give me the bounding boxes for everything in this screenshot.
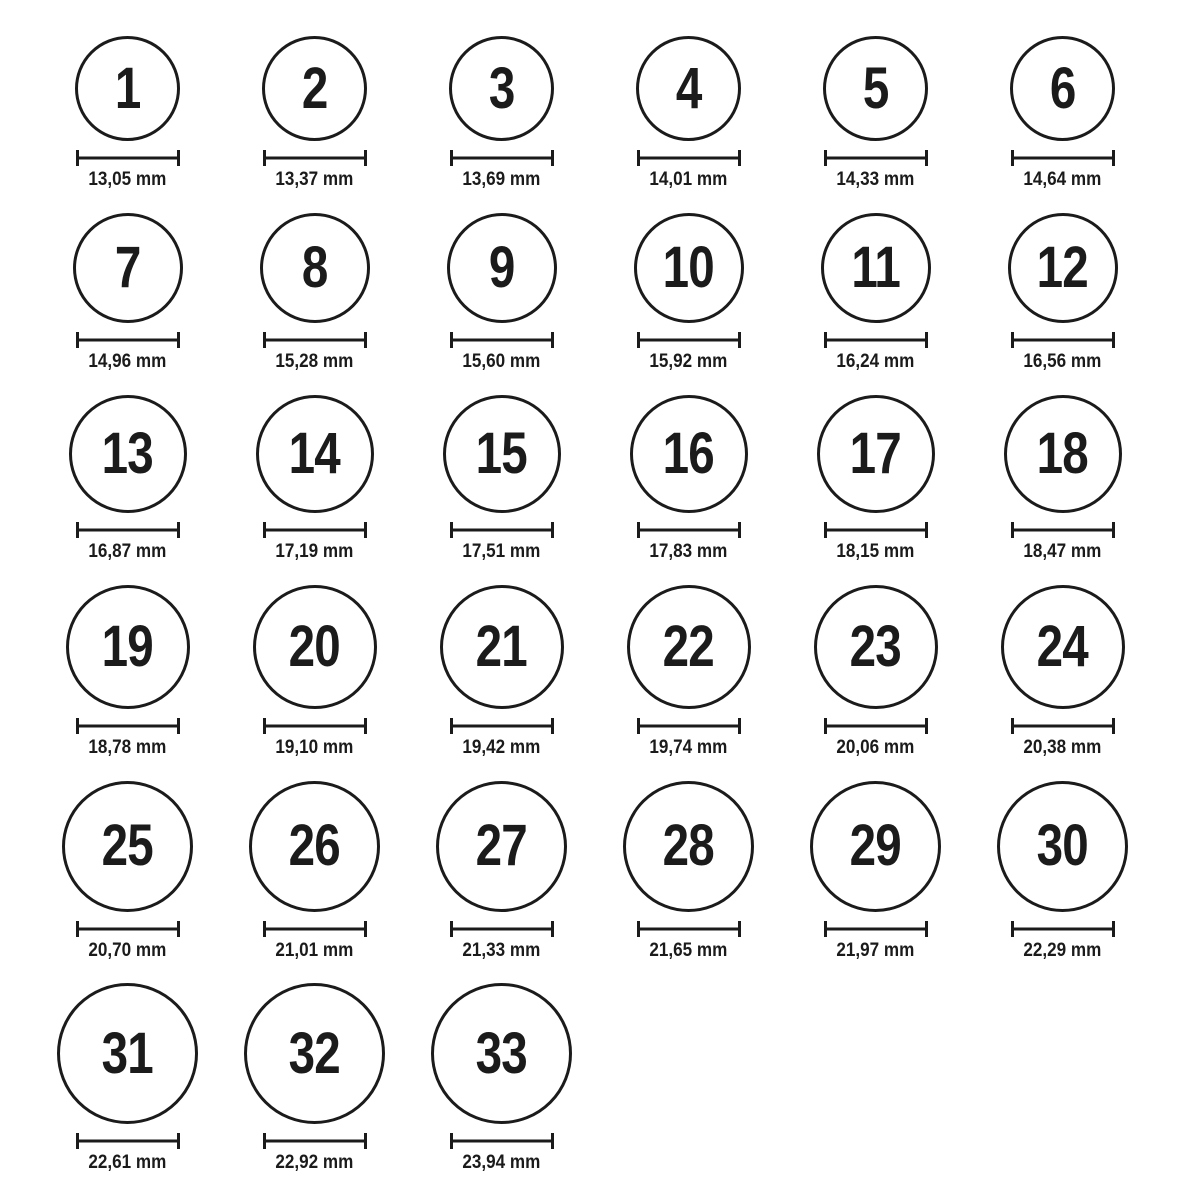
ring-circle: [623, 781, 754, 912]
ring-size-number: 22: [662, 613, 715, 679]
diameter-measure-line: [824, 150, 928, 166]
ring-size-item: [69, 395, 187, 585]
ring-size-item: [810, 781, 941, 984]
ring-size-item: [630, 395, 748, 585]
ring-size-item: [440, 585, 564, 781]
measure-bar: [824, 528, 928, 531]
ring-size-number: 17: [849, 420, 902, 486]
ring-size-item: [244, 983, 385, 1196]
ring-size-number: 30: [1036, 813, 1089, 879]
ring-circle: [57, 983, 198, 1124]
diameter-measure-line: [824, 522, 928, 538]
ring-circle: [997, 781, 1128, 912]
ring-size-number: 24: [1036, 613, 1089, 679]
ring-size-number: 27: [475, 813, 528, 879]
ring-size-number: 3: [488, 55, 515, 121]
ring-size-chart: [34, 36, 1156, 1196]
measure-bar: [637, 927, 741, 930]
measure-bar: [450, 338, 554, 341]
ring-diameter-label: 19,42 mm: [462, 736, 541, 758]
measure-bar: [76, 157, 180, 160]
ring-circle: [814, 585, 938, 709]
ring-diameter-label: 14,33 mm: [836, 169, 915, 190]
ring-circle: [260, 213, 370, 323]
measure-bar: [450, 528, 554, 531]
ring-size-item: [57, 983, 198, 1196]
ring-size-item: [814, 585, 938, 781]
ring-diameter-label: 16,56 mm: [1023, 350, 1102, 372]
measure-bar: [824, 338, 928, 341]
ring-size-number: 32: [288, 1020, 341, 1086]
ring-diameter-label: 20,70 mm: [88, 939, 167, 961]
diameter-measure-line: [263, 718, 367, 734]
ring-diameter-label: 14,64 mm: [1023, 169, 1102, 190]
ring-size-number: 25: [101, 813, 154, 879]
measure-bar: [76, 927, 180, 930]
ring-size-number: 5: [862, 55, 889, 121]
ring-diameter-label: 14,01 mm: [649, 169, 728, 190]
ring-circle: [636, 36, 741, 141]
ring-size-number: 23: [849, 613, 902, 679]
measure-bar: [263, 1140, 367, 1143]
ring-size-number: 9: [488, 234, 515, 300]
ring-size-number: 12: [1036, 234, 1089, 300]
ring-diameter-label: 21,65 mm: [649, 939, 728, 961]
ring-diameter-label: 17,51 mm: [462, 540, 541, 562]
measure-bar: [824, 724, 928, 727]
ring-diameter-label: 21,97 mm: [836, 939, 915, 961]
ring-diameter-label: 15,60 mm: [462, 350, 541, 372]
diameter-measure-line: [824, 921, 928, 937]
ring-circle: [1001, 585, 1125, 709]
ring-circle: [823, 36, 928, 141]
measure-bar: [1011, 157, 1115, 160]
diameter-measure-line: [76, 921, 180, 937]
ring-size-number: 19: [101, 613, 154, 679]
ring-circle: [431, 983, 572, 1124]
measure-bar: [824, 927, 928, 930]
measure-bar: [450, 1140, 554, 1143]
ring-diameter-label: 16,24 mm: [836, 350, 915, 372]
ring-size-item: [73, 213, 183, 395]
ring-diameter-label: 15,92 mm: [649, 350, 728, 372]
ring-size-item: [627, 585, 751, 781]
ring-size-number: 29: [849, 813, 902, 879]
ring-size-number: 14: [288, 420, 341, 486]
measure-bar: [76, 724, 180, 727]
diameter-measure-line: [637, 921, 741, 937]
ring-circle: [443, 395, 561, 513]
ring-diameter-label: 15,28 mm: [275, 350, 354, 372]
ring-size-number: 8: [301, 234, 328, 300]
ring-diameter-label: 17,83 mm: [649, 540, 728, 562]
ring-diameter-label: 18,47 mm: [1023, 540, 1102, 562]
ring-circle: [440, 585, 564, 709]
ring-circle: [810, 781, 941, 912]
ring-circle: [436, 781, 567, 912]
ring-circle: [256, 395, 374, 513]
ring-size-number: 33: [475, 1020, 528, 1086]
ring-size-item: [821, 213, 931, 395]
ring-size-item: [1004, 395, 1122, 585]
diameter-measure-line: [263, 150, 367, 166]
diameter-measure-line: [637, 332, 741, 348]
ring-circle: [1004, 395, 1122, 513]
ring-diameter-label: 19,10 mm: [275, 736, 354, 758]
measure-bar: [263, 724, 367, 727]
ring-size-item: [823, 36, 928, 213]
diameter-measure-line: [76, 150, 180, 166]
ring-circle: [821, 213, 931, 323]
ring-circle: [262, 36, 367, 141]
ring-size-number: 21: [475, 613, 528, 679]
ring-circle: [66, 585, 190, 709]
ring-size-item: [1010, 36, 1115, 213]
measure-bar: [76, 338, 180, 341]
ring-size-number: 26: [288, 813, 341, 879]
ring-diameter-label: 22,61 mm: [88, 1152, 167, 1174]
ring-size-item: [634, 213, 744, 395]
ring-size-item: [436, 781, 567, 984]
measure-bar: [450, 724, 554, 727]
ring-diameter-label: 21,33 mm: [462, 939, 541, 961]
ring-size-item: [75, 36, 180, 213]
diameter-measure-line: [1011, 718, 1115, 734]
ring-size-number: 13: [101, 420, 154, 486]
ring-diameter-label: 14,96 mm: [88, 350, 167, 372]
ring-diameter-label: 22,29 mm: [1023, 939, 1102, 961]
diameter-measure-line: [637, 150, 741, 166]
measure-bar: [76, 528, 180, 531]
ring-diameter-label: 13,05 mm: [88, 169, 167, 190]
ring-diameter-label: 21,01 mm: [275, 939, 354, 961]
ring-circle: [244, 983, 385, 1124]
ring-circle: [627, 585, 751, 709]
ring-circle: [630, 395, 748, 513]
ring-size-item: [449, 36, 554, 213]
ring-size-item: [431, 983, 572, 1196]
ring-size-item: [249, 781, 380, 984]
diameter-measure-line: [76, 718, 180, 734]
ring-circle: [449, 36, 554, 141]
measure-bar: [450, 157, 554, 160]
diameter-measure-line: [1011, 150, 1115, 166]
ring-size-number: 28: [662, 813, 715, 879]
diameter-measure-line: [263, 921, 367, 937]
ring-size-item: [260, 213, 370, 395]
ring-size-item: [997, 781, 1128, 984]
measure-bar: [637, 157, 741, 160]
ring-size-number: 18: [1036, 420, 1089, 486]
diameter-measure-line: [263, 522, 367, 538]
ring-circle: [817, 395, 935, 513]
diameter-measure-line: [1011, 332, 1115, 348]
ring-diameter-label: 23,94 mm: [462, 1152, 541, 1174]
ring-circle: [249, 781, 380, 912]
ring-diameter-label: 22,92 mm: [275, 1152, 354, 1174]
ring-size-item: [447, 213, 557, 395]
ring-size-number: 20: [288, 613, 341, 679]
measure-bar: [263, 157, 367, 160]
diameter-measure-line: [76, 332, 180, 348]
ring-circle: [253, 585, 377, 709]
measure-bar: [637, 528, 741, 531]
ring-diameter-label: 18,78 mm: [88, 736, 167, 758]
ring-size-item: [817, 395, 935, 585]
ring-size-item: [256, 395, 374, 585]
ring-circle: [1008, 213, 1118, 323]
diameter-measure-line: [450, 522, 554, 538]
ring-diameter-label: 20,38 mm: [1023, 736, 1102, 758]
measure-bar: [1011, 724, 1115, 727]
measure-bar: [1011, 927, 1115, 930]
ring-size-item: [1008, 213, 1118, 395]
ring-diameter-label: 19,74 mm: [649, 736, 728, 758]
measure-bar: [637, 338, 741, 341]
ring-circle: [634, 213, 744, 323]
measure-bar: [1011, 528, 1115, 531]
measure-bar: [76, 1140, 180, 1143]
measure-bar: [263, 528, 367, 531]
ring-diameter-label: 17,19 mm: [275, 540, 354, 562]
ring-size-item: [443, 395, 561, 585]
ring-size-item: [1001, 585, 1125, 781]
ring-size-number: 7: [114, 234, 141, 300]
ring-size-number: 31: [101, 1020, 154, 1086]
diameter-measure-line: [824, 718, 928, 734]
measure-bar: [450, 927, 554, 930]
ring-diameter-label: 16,87 mm: [88, 540, 167, 562]
diameter-measure-line: [450, 1133, 554, 1149]
measure-bar: [263, 927, 367, 930]
ring-size-item: [66, 585, 190, 781]
measure-bar: [824, 157, 928, 160]
ring-size-item: [636, 36, 741, 213]
diameter-measure-line: [76, 522, 180, 538]
ring-circle: [62, 781, 193, 912]
ring-circle: [447, 213, 557, 323]
ring-circle: [75, 36, 180, 141]
measure-bar: [637, 724, 741, 727]
ring-diameter-label: 13,69 mm: [462, 169, 541, 190]
diameter-measure-line: [263, 332, 367, 348]
diameter-measure-line: [824, 332, 928, 348]
diameter-measure-line: [450, 921, 554, 937]
diameter-measure-line: [450, 150, 554, 166]
measure-bar: [1011, 338, 1115, 341]
ring-size-item: [623, 781, 754, 984]
ring-size-item: [262, 36, 367, 213]
ring-size-number: 15: [475, 420, 528, 486]
diameter-measure-line: [76, 1133, 180, 1149]
ring-circle: [1010, 36, 1115, 141]
ring-diameter-label: 20,06 mm: [836, 736, 915, 758]
diameter-measure-line: [450, 332, 554, 348]
ring-size-number: 4: [675, 55, 702, 121]
ring-size-number: 6: [1049, 55, 1076, 121]
diameter-measure-line: [1011, 522, 1115, 538]
ring-size-item: [253, 585, 377, 781]
ring-size-number: 11: [851, 234, 900, 300]
diameter-measure-line: [450, 718, 554, 734]
diameter-measure-line: [1011, 921, 1115, 937]
diameter-measure-line: [637, 718, 741, 734]
ring-size-number: 10: [662, 234, 715, 300]
ring-diameter-label: 13,37 mm: [275, 169, 354, 190]
ring-circle: [69, 395, 187, 513]
ring-size-number: 16: [662, 420, 715, 486]
diameter-measure-line: [637, 522, 741, 538]
ring-diameter-label: 18,15 mm: [836, 540, 915, 562]
ring-circle: [73, 213, 183, 323]
ring-size-number: 2: [301, 55, 328, 121]
measure-bar: [263, 338, 367, 341]
ring-size-item: [62, 781, 193, 984]
diameter-measure-line: [263, 1133, 367, 1149]
ring-size-number: 1: [114, 55, 141, 121]
